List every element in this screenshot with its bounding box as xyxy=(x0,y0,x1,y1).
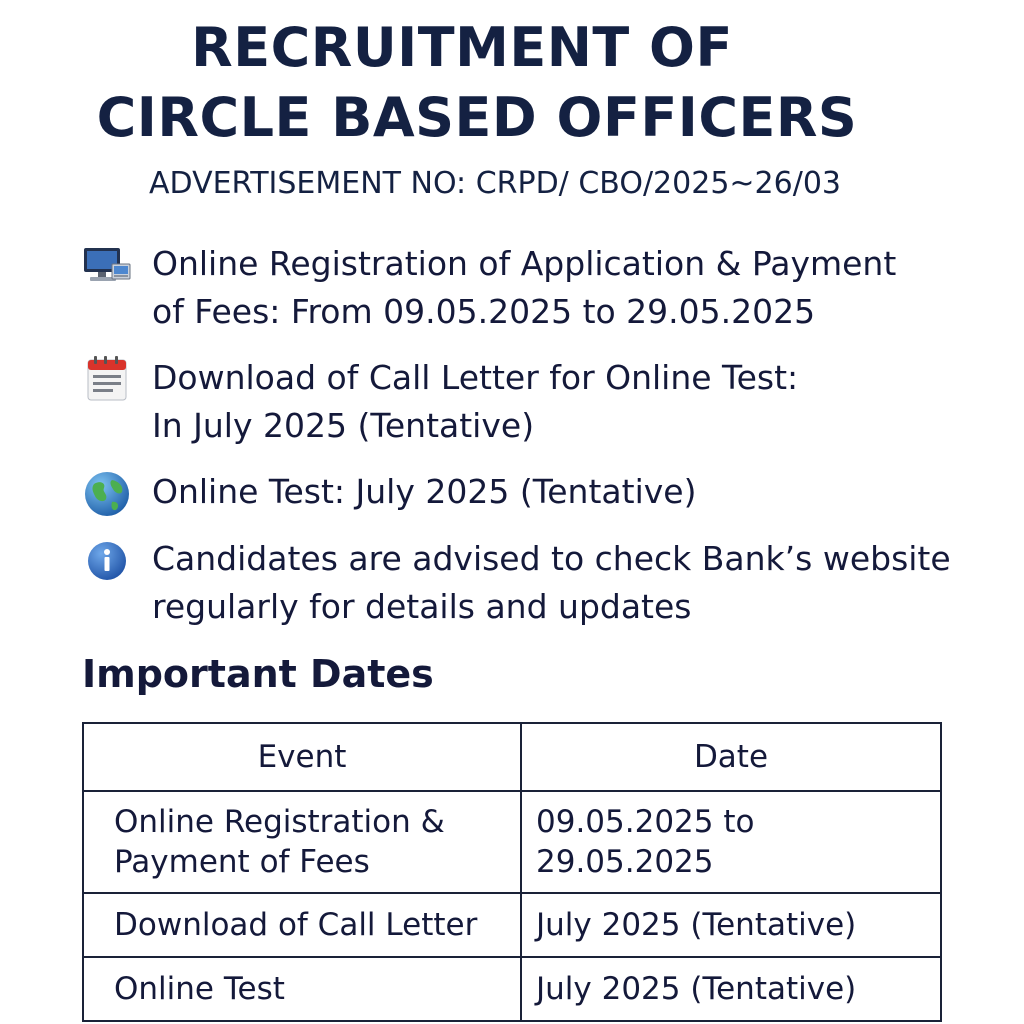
event-cell xyxy=(83,957,521,1021)
column-header-event: Event xyxy=(83,723,521,791)
bullet-line: Candidates are advised to check Bank’s website xyxy=(152,539,951,578)
bullet-line: regularly for details and updates xyxy=(152,587,692,626)
bullet-line: Download of Call Letter for Online Test: xyxy=(152,358,799,397)
advertisement-number: ADVERTISEMENT NO: CRPD/ CBO/2025~26/03 xyxy=(148,166,841,201)
event-cell xyxy=(83,893,521,957)
calendar-icon xyxy=(82,354,132,404)
table-row xyxy=(83,791,941,893)
bullet-line: of Fees: From 09.05.2025 to 29.05.2025 xyxy=(152,292,816,331)
important-dates-table xyxy=(82,722,942,1022)
event-cell-line: Online Registration & xyxy=(114,804,445,840)
computer-icon xyxy=(82,240,132,290)
bullet-line: Online Registration of Application & Payment xyxy=(152,244,897,283)
table-row xyxy=(83,957,941,1021)
event-cell-line: Payment of Fees xyxy=(114,844,370,880)
table-header-row xyxy=(83,723,941,791)
event-cell-line: Online Test xyxy=(114,971,285,1007)
title-line-2: CIRCLE BASED OFFICERS xyxy=(96,86,858,149)
bullet-line: Online Test: July 2025 (Tentative) xyxy=(152,472,697,511)
event-cell xyxy=(83,791,521,893)
info-icon xyxy=(82,535,132,585)
date-cell: July 2025 (Tentative) xyxy=(521,957,941,1021)
globe-icon xyxy=(82,468,132,518)
important-dates-heading: Important Dates xyxy=(82,652,434,696)
column-header-date: Date xyxy=(521,723,941,791)
date-cell: July 2025 (Tentative) xyxy=(521,893,941,957)
event-cell-line: Download of Call Letter xyxy=(114,907,478,943)
bullet-line: In July 2025 (Tentative) xyxy=(152,406,535,445)
date-cell: 09.05.2025 to 29.05.2025 xyxy=(521,791,941,893)
title-line-1: RECRUITMENT OF xyxy=(191,16,733,79)
table-row xyxy=(83,893,941,957)
